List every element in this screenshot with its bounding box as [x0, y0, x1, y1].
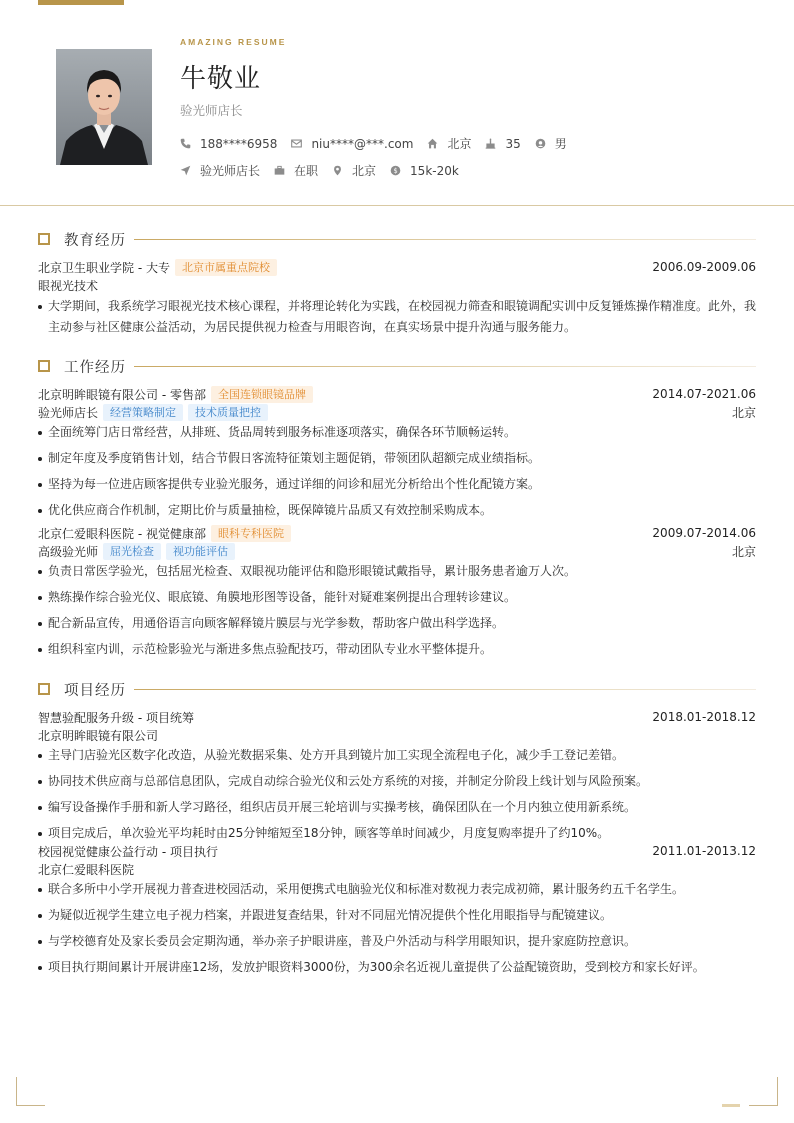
section-marker-icon — [38, 360, 50, 372]
work-date: 2014.07-2021.06 — [652, 387, 756, 401]
list-item: 制定年度及季度销售计划，结合节假日客流特征策划主题促销，带领团队超额完成业绩指标。 — [38, 448, 756, 469]
work-entry — [38, 385, 756, 521]
education-date: 2006.09-2009.06 — [652, 260, 756, 274]
contact-info-row — [180, 135, 581, 152]
svg-text:$: $ — [393, 166, 398, 175]
education-heading — [38, 229, 756, 249]
project-name: 校园视觉健康公益行动 - 项目执行 — [38, 844, 218, 859]
list-item: 全面统筹门店日常经营，从排班、货品周转到服务标准逐项落实，确保各环节顺畅运转。 — [38, 422, 756, 443]
work-date: 2009.07-2014.06 — [652, 526, 756, 540]
location-pin-icon — [332, 165, 343, 176]
list-item: 大学期间，我系统学习眼视光技术核心课程，并将理论转化为实践，在校园视力筛查和眼镜调配实训中反复锤炼操作精准度。此外，我主动参与社区健康公益活动，为居民提供视力检查与用眼咨询，在真实场景中提升沟通与服务能力。 — [38, 296, 756, 338]
phone-item — [180, 137, 277, 151]
gender-item — [535, 135, 567, 152]
list-item: 协同技术供应商与总部信息团队，完成自动综合验光仪和云处方系统的对接，并制定分阶段上线计划与风险预案。 — [38, 771, 756, 792]
project-date: 2018.01-2018.12 — [652, 710, 756, 724]
footer-accent — [722, 1104, 740, 1107]
hometown-item — [427, 135, 471, 152]
hometown-text: 北京 — [447, 137, 472, 151]
salary-text: 15k-20k — [410, 163, 459, 178]
major-name: 眼视光技术 — [38, 278, 99, 293]
phone-text: 188****6958 — [200, 136, 278, 151]
list-item: 负责日常医学验光，包括屈光检查、双眼视功能评估和隐形眼镜试戴指导，累计服务患者逾万人次。 — [38, 561, 756, 582]
list-item: 优化供应商合作机制，定期比价与质量抽检，既保障镜片品质又有效控制采购成本。 — [38, 500, 756, 521]
school-name: 北京卫生职业学院 - 大专 — [38, 260, 170, 275]
list-item: 组织科室内训，示范检影验光与渐进多焦点验配技巧，带动团队专业水平整体提升。 — [38, 639, 756, 660]
company-tag: 全国连锁眼镜品牌 — [211, 386, 313, 403]
work-entry — [38, 524, 756, 660]
project-org: 北京仁爱眼科医院 — [38, 862, 135, 877]
list-item: 配合新品宣传，用通俗语言向顾客解释镜片膜层与光学参数，帮助客户做出科学选择。 — [38, 613, 756, 634]
brand-label: AMAZING RESUME — [180, 37, 287, 47]
status-text: 在职 — [294, 164, 319, 178]
money-icon — [390, 165, 401, 176]
corner-ornament-left — [16, 1077, 45, 1106]
project-heading — [38, 679, 756, 699]
corner-ornament-right — [749, 1077, 778, 1106]
email-item — [291, 137, 413, 151]
intent-position-text: 验光师店长 — [200, 164, 261, 178]
job-role: 高级验光师 — [38, 544, 99, 559]
mail-icon — [291, 138, 302, 149]
section-title: 项目经历 — [64, 682, 126, 699]
status-item — [274, 162, 318, 179]
job-intent-row — [180, 162, 473, 179]
section-divider — [134, 689, 756, 690]
list-item: 主导门店验光区数字化改造，从验光数据采集、处方开具到镜片加工实现全流程电子化，减少手工登记差错。 — [38, 745, 756, 766]
gender-icon — [535, 138, 546, 149]
section-marker-icon — [38, 683, 50, 695]
job-role: 验光师店长 — [38, 405, 99, 420]
work-bullets — [38, 422, 756, 521]
intent-position-item — [180, 162, 260, 179]
work-bullets — [38, 561, 756, 660]
gender-text: 男 — [554, 137, 567, 151]
profile-photo — [56, 49, 152, 165]
project-bullets — [38, 745, 756, 844]
education-section — [38, 229, 756, 338]
section-divider — [134, 366, 756, 367]
briefcase-icon — [274, 165, 285, 176]
list-item: 项目执行期间累计开展讲座12场，发放护眼资料3000份，为300余名近视儿童提供了公益配镜资助，受到校方和家长好评。 — [38, 957, 756, 978]
list-item: 熟练操作综合验光仪、眼底镜、角膜地形图等设备，能针对疑难案例提出合理转诊建议。 — [38, 587, 756, 608]
intent-city-text: 北京 — [352, 164, 377, 178]
company-name: 北京明眸眼镜有限公司 - 零售部 — [38, 387, 206, 402]
work-city: 北京 — [731, 405, 756, 420]
skill-tag: 屈光检查 — [103, 543, 161, 560]
skill-tag: 视功能评估 — [166, 543, 235, 560]
work-city: 北京 — [731, 544, 756, 559]
project-date: 2011.01-2013.12 — [652, 844, 756, 858]
education-bullets — [38, 296, 756, 338]
candidate-name: 牛敬业 — [180, 64, 262, 94]
project-entry — [38, 708, 756, 844]
list-item: 坚持为每一位进店顾客提供专业验光服务，通过详细的问诊和屈光分析给出个性化配镜方案。 — [38, 474, 756, 495]
skill-tag: 技术质量把控 — [188, 404, 268, 421]
resume-header — [0, 0, 794, 206]
work-heading — [38, 356, 756, 376]
candidate-title: 验光师店长 — [180, 103, 243, 118]
skill-tag: 经营策略制定 — [103, 404, 183, 421]
section-title: 教育经历 — [64, 232, 126, 249]
phone-icon — [180, 138, 191, 149]
project-name: 智慧验配服务升级 - 项目统筹 — [38, 710, 194, 725]
send-icon — [180, 165, 191, 176]
intent-city-item — [332, 162, 376, 179]
list-item: 项目完成后，单次验光平均耗时由25分钟缩短至18分钟，顾客等单时间减少，月度复购率提升了约10%。 — [38, 823, 756, 844]
school-tag: 北京市属重点院校 — [175, 259, 277, 276]
list-item: 联合多所中小学开展视力普查进校园活动，采用便携式电脑验光仪和标准对数视力表完成初筛，累计服务约五千名学生。 — [38, 879, 756, 900]
work-section — [38, 356, 756, 665]
section-marker-icon — [38, 233, 50, 245]
age-text: 35 — [505, 136, 521, 151]
list-item: 与学校德育处及家长委员会定期沟通，举办亲子护眼讲座，普及户外活动与科学用眼知识，提升家庭防控意识。 — [38, 931, 756, 952]
project-bullets — [38, 879, 756, 978]
education-entry — [38, 258, 756, 338]
company-name: 北京仁爱眼科医院 - 视觉健康部 — [38, 526, 206, 541]
project-section — [38, 679, 756, 983]
section-title: 工作经历 — [64, 359, 126, 376]
salary-item — [390, 164, 459, 178]
section-divider — [134, 239, 756, 240]
list-item: 编写设备操作手册和新人学习路径，组织店员开展三轮培训与实操考核，确保团队在一个月内独立使用新系统。 — [38, 797, 756, 818]
project-entry — [38, 842, 756, 978]
home-icon — [427, 138, 438, 149]
email-text: niu****@***.com — [311, 136, 414, 151]
project-org: 北京明眸眼镜有限公司 — [38, 728, 159, 743]
list-item: 为疑似近视学生建立电子视力档案，并跟进复查结果，针对不同屈光情况提供个性化用眼指导与配镜建议。 — [38, 905, 756, 926]
age-item — [485, 137, 520, 151]
cake-icon — [485, 138, 496, 149]
company-tag: 眼科专科医院 — [211, 525, 291, 542]
